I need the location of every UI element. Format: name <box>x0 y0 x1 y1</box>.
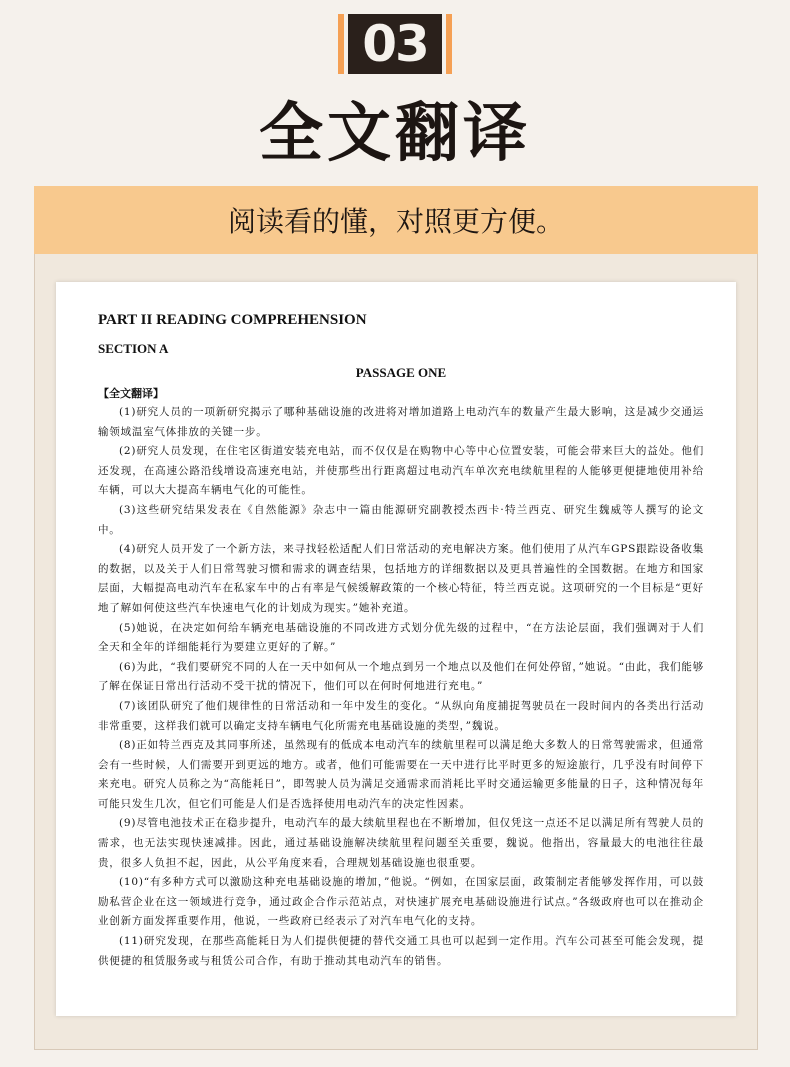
paragraph: (5)她说，在决定如何给车辆充电基础设施的不同改进方式划分优先级的过程中，“在方法论层面，我们强调对于人们全天和全年的详细能耗行为要建立更好的了解。” <box>98 621 704 654</box>
document-page <box>56 282 736 1016</box>
document-body <box>98 312 704 971</box>
paragraph: (7)该团队研究了他们规律性的日常活动和一年中发生的变化。“从纵向角度捕捉驾驶员在一段时间内的各类出行活动非常重要，这样我们就可以确定支持车辆电气化所需充电基础设施的类型，”魏说。 <box>98 699 704 732</box>
paragraph: (11)研究发现，在那些高能耗日为人们提供便捷的替代交通工具也可以起到一定作用。汽车公司甚至可能会发现，提供便捷的租赁服务或与租赁公司合作，有助于推动其电动汽车的销售。 <box>98 935 704 967</box>
section-number <box>0 12 790 76</box>
paragraph: (2)研究人员发现，在住宅区街道安装充电站，而不仅仅是在购物中心等中心位置安装，可能会带来巨大的益处。他们还发现，在高速公路沿线增设高速充电站，并使那些出行距离超过电动汽车单次充电续航里程的人能够更便捷地使用补给车辆，可以大大提高车辆电气化的可能性。 <box>98 445 704 497</box>
paragraph: (8)正如特兰西克及其同事所述，虽然现有的低成本电动汽车的续航里程可以满足绝大多数人的日常驾驶需求，但通常会有一些时候，人们需要开到更远的地方。或者，他们可能需要在一天中进行比平时更多的短途旅行，几乎没有时间停下来充电。研究人员称之为“高能耗日”，即驾驶人员为满足交通需求而消耗比平时交通运输更多能量的日子，这种情况每年可能只发生几次，但它们可能是人们是否选择使用电动汽车的决定性因素。 <box>98 739 704 810</box>
paragraph: (4)研究人员开发了一个新方法，来寻找轻松适配人们日常活动的充电解决方案。他们使用了从汽车GPS跟踪设备收集的数据，以及关于人们日常驾驶习惯和需求的调查结果，包括地方的详细数据以及更具普遍性的全国数据。在地方和国家层面，大幅提高电动汽车在私家车中的占有率是气候缓解政策的一个核心特征，特兰西克说。这项研究的一个目标是“更好地了解如何使这些汽车快速电气化的计划成为现实。”她补充道。 <box>98 543 704 614</box>
page-title: 全文翻译 <box>259 97 531 171</box>
section-number-badge: 03 <box>348 14 442 74</box>
paragraph: (9)尽管电池技术正在稳步提升，电动汽车的最大续航里程也在不断增加，但仅凭这一点还不足以满足所有驾驶人员的需求，也无法实现快速减排。因此，通过基础设施解决续航里程问题至关重要，魏说。他指出，容量最大的电池往往最贵，很多人负担不起，因此，从公平角度来看，合理规划基础设施也很重要。 <box>98 817 704 869</box>
translation-label: 【全文翻译】 <box>98 387 164 400</box>
section-heading: SECTION A <box>98 341 169 356</box>
paragraph: (3)这些研究结果发表在《自然能源》杂志中一篇由能源研究副教授杰西卡·特兰西克、研究生魏威等人撰写的论文中。 <box>98 503 704 536</box>
subtitle-banner: 阅读看的懂，对照更方便。 <box>34 186 758 254</box>
paragraph: (10)“有多种方式可以激励这种充电基础设施的增加，”他说。“例如，在国家层面，政策制定者能够发挥作用，可以鼓励私营企业在这一领域进行竞争，通过政企合作示范站点，对快速扩展充电基础设施进行试点。”各级政府也可以在推动企业创新方面发挥重要作用，他说，一些政府已经表示了对汽车电气化的支持。 <box>98 876 704 928</box>
paragraph: (6)为此，“我们要研究不同的人在一天中如何从一个地点到另一个地点以及他们在何处停留，”她说。“由此，我们能够了解在保证日常出行活动不受干扰的情况下，他们可以在何时何地进行充电。” <box>98 660 704 693</box>
paragraph: (1)研究人员的一项新研究揭示了哪种基础设施的改进将对增加道路上电动汽车的数量产生最大影响，这是减少交通运输领域温室气体排放的关键一步。 <box>98 406 704 438</box>
part-heading: PART II READING COMPREHENSION <box>98 312 367 328</box>
passage-heading: PASSAGE ONE <box>355 365 447 380</box>
